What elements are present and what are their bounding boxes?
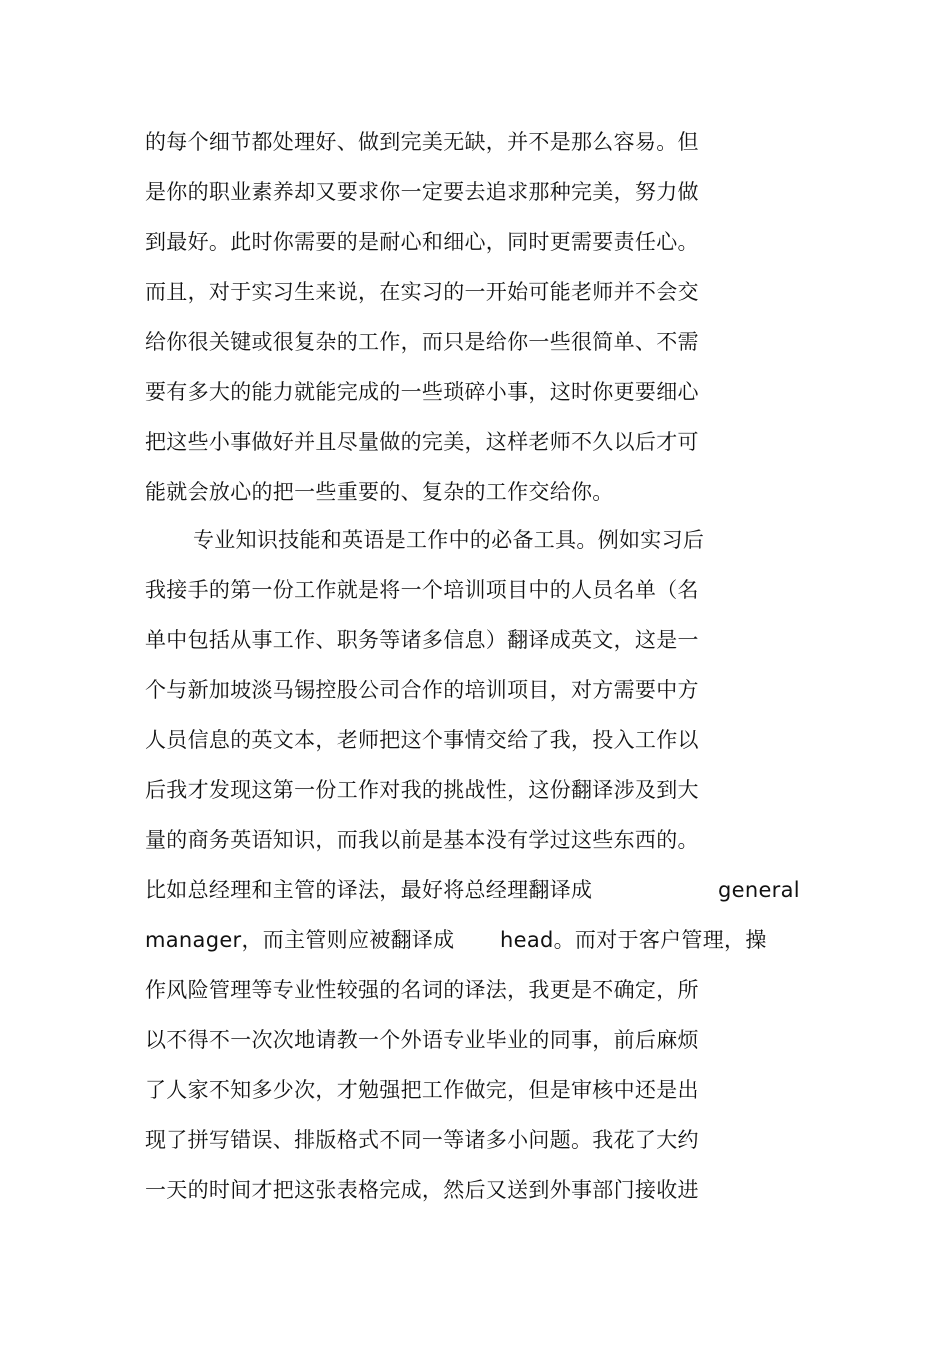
- text-line: 给你很关键或很复杂的工作，而只是给你一些很简单、不需: [145, 330, 699, 354]
- text-line: 而且，对于实习生来说，在实习的一开始可能老师并不会交: [145, 280, 699, 304]
- text-line: 人员信息的英文本，老师把这个事情交给了我，投入工作以: [145, 728, 699, 752]
- text-line: 要有多大的能力就能完成的一些琐碎小事，这时你更要细心: [145, 380, 699, 404]
- text-line: 是你的职业素养却又要求你一定要去追求那种完美，努力做: [145, 180, 699, 204]
- text-segment: 比如总经理和主管的译法，最好将总经理翻译成: [145, 878, 593, 902]
- text-line: 能就会放心的把一些重要的、复杂的工作交给你。: [145, 480, 614, 504]
- text-segment: manager，而主管则应被翻译成: [145, 928, 455, 952]
- text-line: 以不得不一次次地请教一个外语专业毕业的同事，前后麻烦: [145, 1028, 699, 1052]
- text-line: 了人家不知多少次，才勉强把工作做完，但是审核中还是出: [145, 1078, 699, 1102]
- text-line: 个与新加坡淡马锡控股公司合作的培训项目，对方需要中方: [145, 678, 699, 702]
- text-segment: head。而对于客户管理，操: [500, 928, 767, 952]
- mixed-text-line: [145, 924, 805, 956]
- text-line: 到最好。此时你需要的是耐心和细心，同时更需要责任心。: [145, 230, 699, 254]
- english-term: general: [718, 878, 800, 902]
- text-line: 单中包括从事工作、职务等诸多信息）翻译成英文，这是一: [145, 628, 699, 652]
- text-line: 把这些小事做好并且尽量做的完美，这样老师不久以后才可: [145, 430, 699, 454]
- text-line: 的每个细节都处理好、做到完美无缺，并不是那么容易。但: [145, 130, 699, 154]
- mixed-text-line: [145, 874, 805, 906]
- text-line: 后我才发现这第一份工作对我的挑战性，这份翻译涉及到大: [145, 778, 699, 802]
- text-line: 我接手的第一份工作就是将一个培训项目中的人员名单（名: [145, 578, 699, 602]
- paragraph-first-line: 专业知识技能和英语是工作中的必备工具。例如实习后: [193, 528, 705, 552]
- text-line: 作风险管理等专业性较强的名词的译法，我更是不确定，所: [145, 978, 699, 1002]
- text-line: 量的商务英语知识，而我以前是基本没有学过这些东西的。: [145, 828, 699, 852]
- text-line: 现了拼写错误、排版格式不同一等诸多小问题。我花了大约: [145, 1128, 699, 1152]
- text-line: 一天的时间才把这张表格完成，然后又送到外事部门接收进: [145, 1178, 699, 1202]
